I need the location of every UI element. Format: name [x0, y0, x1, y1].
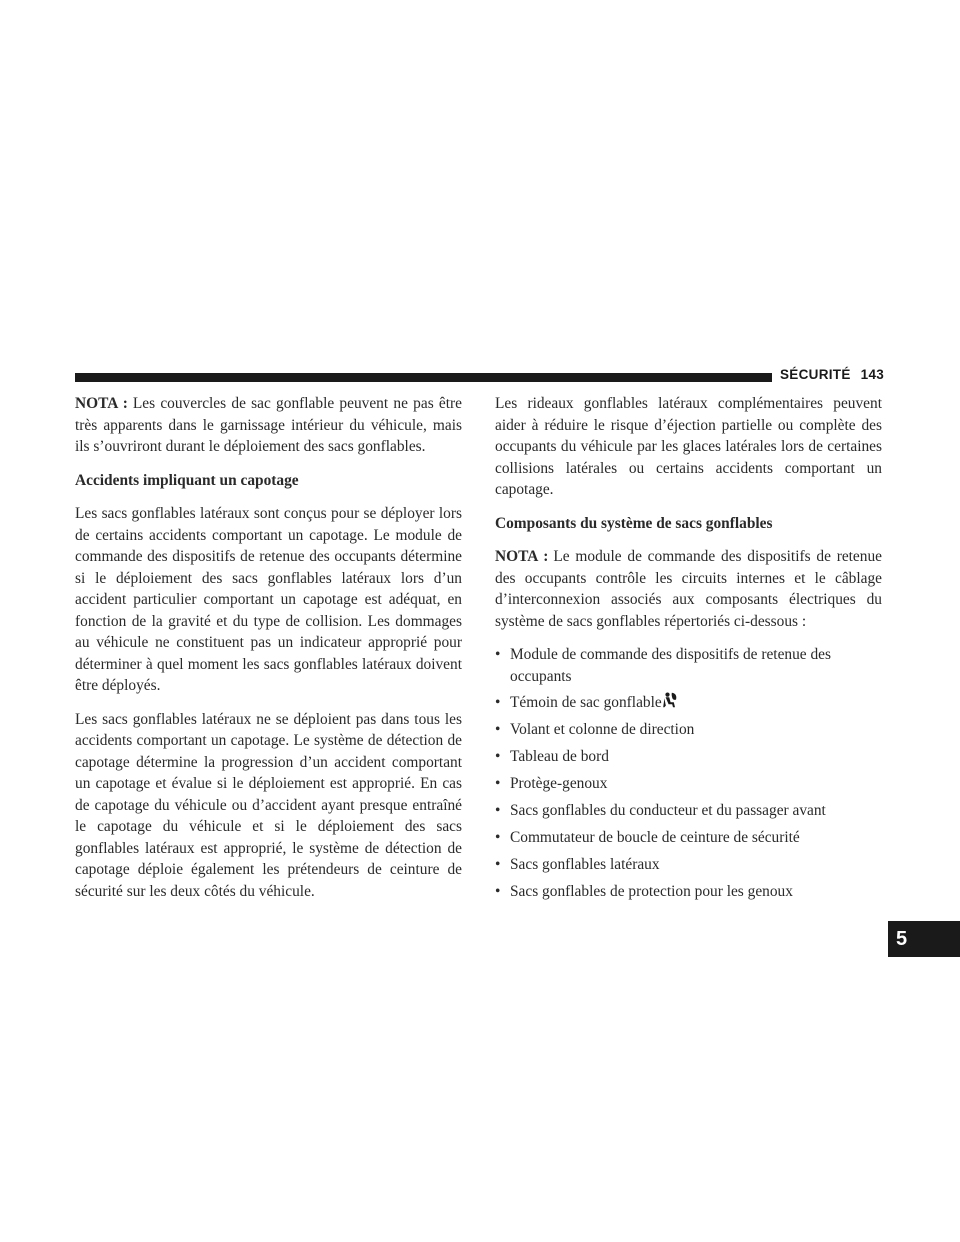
list-item: • Témoin de sac gonflable: [495, 692, 882, 714]
list-item: • Protège-genoux: [495, 773, 882, 795]
bullet: •: [495, 775, 501, 793]
list-item: • Commutateur de boucle de ceinture de sécurité: [495, 827, 882, 849]
component-list: [495, 644, 882, 902]
note-paragraph: [75, 393, 462, 458]
bullet: •: [495, 748, 501, 766]
airbag-warning-icon: [662, 692, 678, 708]
body-paragraph: Les sacs gonflables latéraux sont conçus pour se déployer lors de certains accidents comportant un capotage. Le module de commande des dispositifs de retenue des occupants détermine si le déploiement des sacs gonflables latéraux lors d’un accident particulier comportant un capotage est adéquat, en fonction de la gravité et du type de collision. Les dommages au véhicule ne constituent pas un indicateur approprié pour déterminer à quel moment les sacs gonflables latéraux doivent être déployés.: [75, 505, 462, 694]
bullet: •: [495, 882, 501, 900]
list-item: • Sacs gonflables latéraux: [495, 854, 882, 876]
note-paragraph: [495, 546, 882, 632]
section-title: SÉCURITÉ: [780, 367, 851, 382]
list-item: • Sacs gonflables de protection pour les genoux: [495, 881, 882, 903]
running-header: [780, 367, 884, 382]
note-label: NOTA :: [75, 395, 128, 412]
list-item: • Module de commande des dispositifs de retenue des occupants: [495, 646, 831, 685]
body-paragraph: Les rideaux gonflables latéraux complémentaires peuvent aider à réduire le risque d’éjection partielle ou complète des occupants du véhicule par les glaces latérales lors de certaines collisions latérales ou certains accidents comportant un capotage.: [495, 395, 882, 498]
bullet: •: [495, 855, 501, 873]
note-text: Le module de commande des dispositifs de retenue des occupants contrôle les circuits internes et le câblage d’interconnexion associés aux composants électriques du système de sacs gonflables répertoriés ci-dessous :: [495, 548, 882, 630]
note-text: Les couvercles de sac gonflable peuvent ne pas être très apparents dans le garnissage intérieur du véhicule, mais ils s’ouvriront durant le déploiement des sacs gonflables.: [75, 395, 462, 455]
page-number: 143: [860, 367, 885, 382]
list-item: • Tableau de bord: [495, 746, 882, 768]
note-label: NOTA :: [495, 548, 549, 565]
header-rule: [75, 373, 772, 382]
bullet: •: [495, 828, 501, 846]
list-item: • Volant et colonne de direction: [495, 719, 882, 741]
bullet: •: [495, 721, 501, 739]
bullet: •: [495, 801, 501, 819]
list-item: • Sacs gonflables du conducteur et du passager avant: [495, 800, 882, 822]
left-column: [75, 393, 462, 914]
right-column: [495, 393, 882, 908]
section-heading-components: Composants du système de sacs gonflables: [495, 514, 773, 532]
body-paragraph: Les sacs gonflables latéraux ne se déploient pas dans tous les accidents comportant un capotage. Le système de détection de capotage détermine la progression d’un accident comportant un capotage et évalue si le déploiement est approprié. En cas de capotage du véhicule ou d’accident ayant presque entraîné le capotage du véhicule et si le déploiement des sacs gonflables latéraux est approprié, le système de détection de capotage déploie également les prétendeurs de ceinture de sécurité sur les deux côtés du véhicule.: [75, 710, 462, 900]
chapter-tab: 5: [888, 921, 960, 957]
bullet: •: [495, 646, 501, 663]
section-heading-rollover: Accidents impliquant un capotage: [75, 471, 299, 489]
bullet: •: [495, 694, 501, 712]
